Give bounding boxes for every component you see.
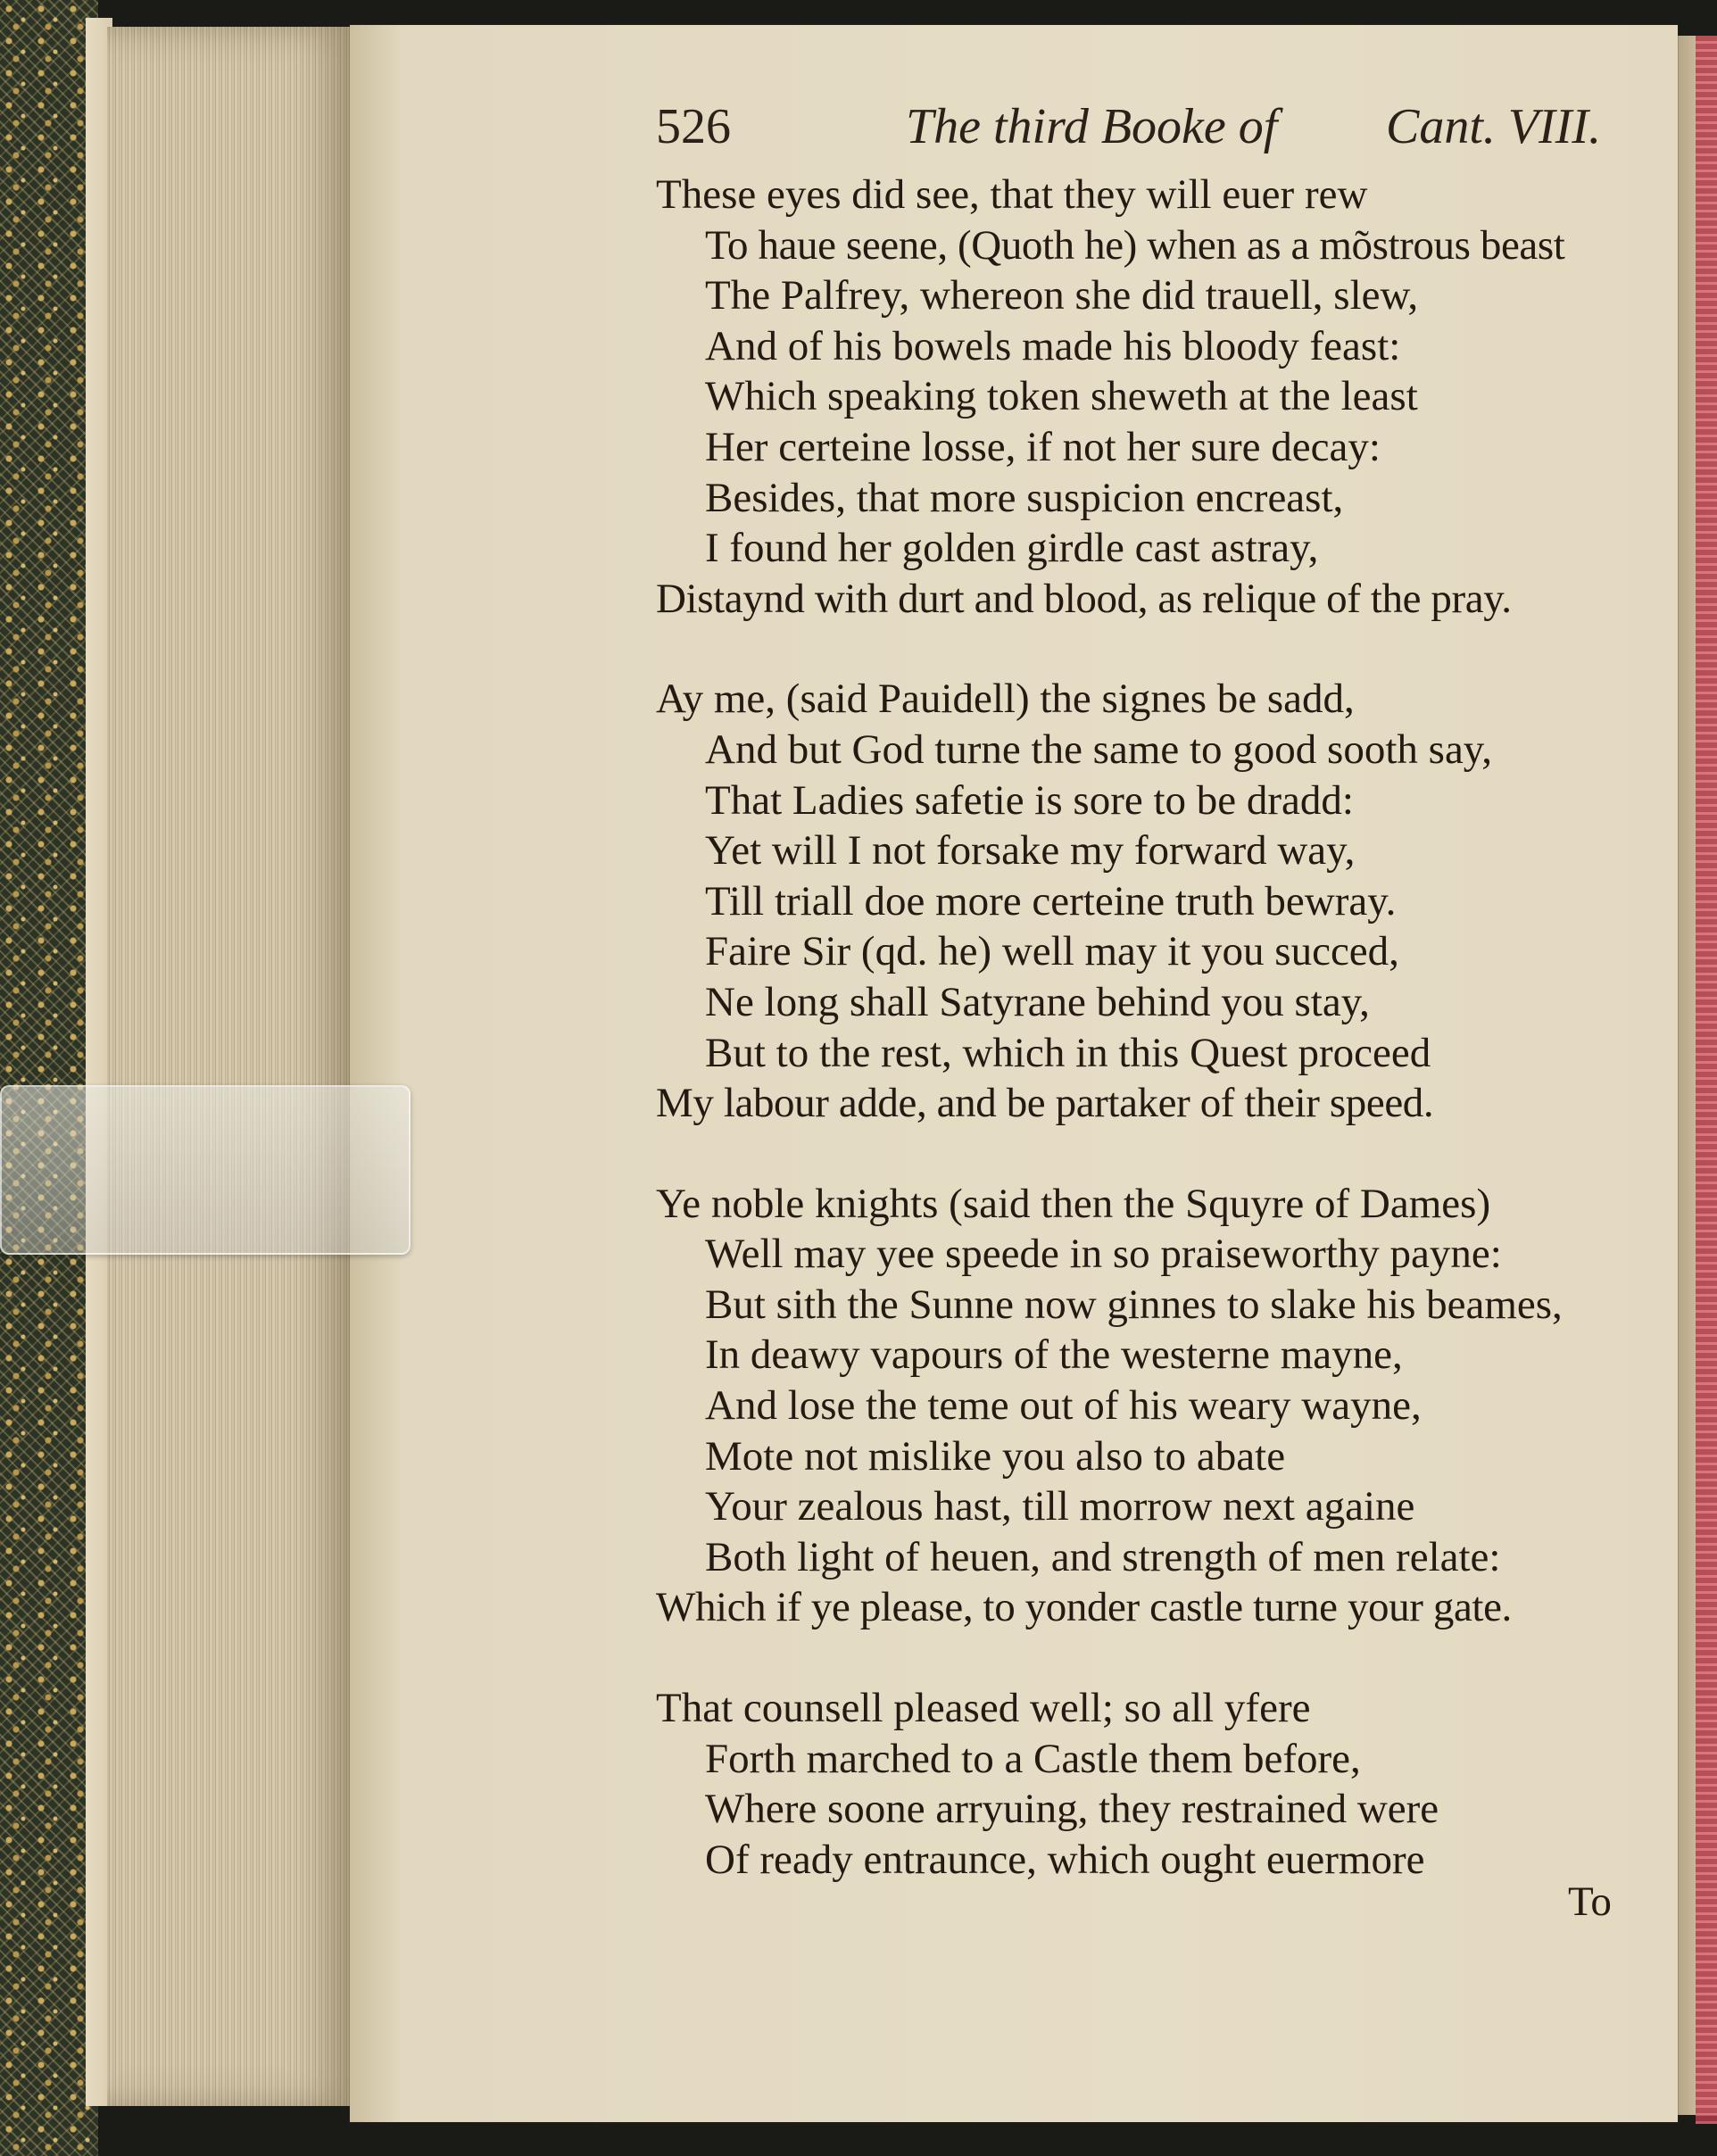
poem-line: And of his bowels made his bloody feast:: [705, 322, 1401, 369]
poem-line: Ye noble knights (said then the Squyre of Dames): [656, 1180, 1491, 1227]
poem-line: The Palfrey, whereon she did trauell, slew,: [705, 272, 1419, 319]
poem-line: Where soone arryuing, they restrained were: [705, 1786, 1439, 1833]
poem-line: Distaynd with durt and blood, as relique of the pray.: [656, 575, 1512, 622]
running-title: The third Booke of: [906, 99, 1278, 154]
catchword: To: [1568, 1878, 1612, 1925]
stanza-4: [656, 1683, 1620, 1885]
page-edges: [107, 27, 357, 2106]
canto-label: Cant. VIII.: [1386, 99, 1602, 154]
poem-line: Ne long shall Satyrane behind you stay,: [705, 978, 1370, 1025]
poem-line: Well may yee speede in so praiseworthy payne:: [705, 1231, 1502, 1278]
marbled-endpaper: [0, 0, 98, 2156]
red-page-edge: [1696, 36, 1717, 2124]
poem-text: [656, 170, 1620, 1935]
poem-line: I found her golden girdle cast astray,: [705, 525, 1319, 572]
poem-line: Besides, that more suspicion encreast,: [705, 474, 1344, 521]
poem-line: And but God turne the same to good sooth say,: [705, 726, 1493, 773]
poem-line: That counsell pleased well; so all yfere: [656, 1685, 1311, 1732]
poem-line: To haue seene, (Quoth he) when as a mõstrous beast: [705, 221, 1565, 269]
poem-line: Her certeine losse, if not her sure decay:: [705, 423, 1381, 470]
poem-line: Faire Sir (qd. he) well may it you succed,: [705, 928, 1399, 975]
page-clip: [0, 1085, 411, 1255]
poem-line: Your zealous hast, till morrow next againe: [705, 1483, 1415, 1530]
poem-line: That Ladies safetie is sore to be dradd:: [705, 776, 1354, 824]
poem-line: Of ready entraunce, which ought euermore: [705, 1836, 1425, 1883]
stanza-2: [656, 674, 1620, 1128]
poem-line: Till triall doe more certeine truth bewray.: [705, 877, 1397, 925]
running-header: [656, 98, 1620, 170]
poem-line: Both light of heuen, and strength of men relate:: [705, 1533, 1501, 1580]
poem-line: My labour adde, and be partaker of their speed.: [656, 1080, 1434, 1127]
poem-line: Yet will I not forsake my forward way,: [705, 827, 1356, 875]
stanza-1: [656, 170, 1620, 624]
poem-line: These eyes did see, that they will euer rew: [656, 171, 1368, 218]
poem-line: Ay me, (said Pauidell) the signes be sadd,: [656, 676, 1355, 723]
stanza-3: [656, 1179, 1620, 1633]
poem-line: But sith the Sunne now ginnes to slake his beames,: [705, 1281, 1563, 1328]
poem-line: And lose the teme out of his weary wayne,: [705, 1382, 1422, 1430]
poem-line: Forth marched to a Castle them before,: [705, 1735, 1361, 1782]
poem-line: In deawy vapours of the westerne mayne,: [705, 1331, 1403, 1379]
page-number: 526: [656, 99, 731, 154]
poem-line: Which if ye please, to yonder castle turne your gate.: [656, 1584, 1512, 1631]
poem-line: But to the rest, which in this Quest proceed: [705, 1029, 1431, 1076]
poem-line: Which speaking token sheweth at the least: [705, 373, 1418, 420]
poem-line: Mote not mislike you also to abate: [705, 1432, 1286, 1480]
